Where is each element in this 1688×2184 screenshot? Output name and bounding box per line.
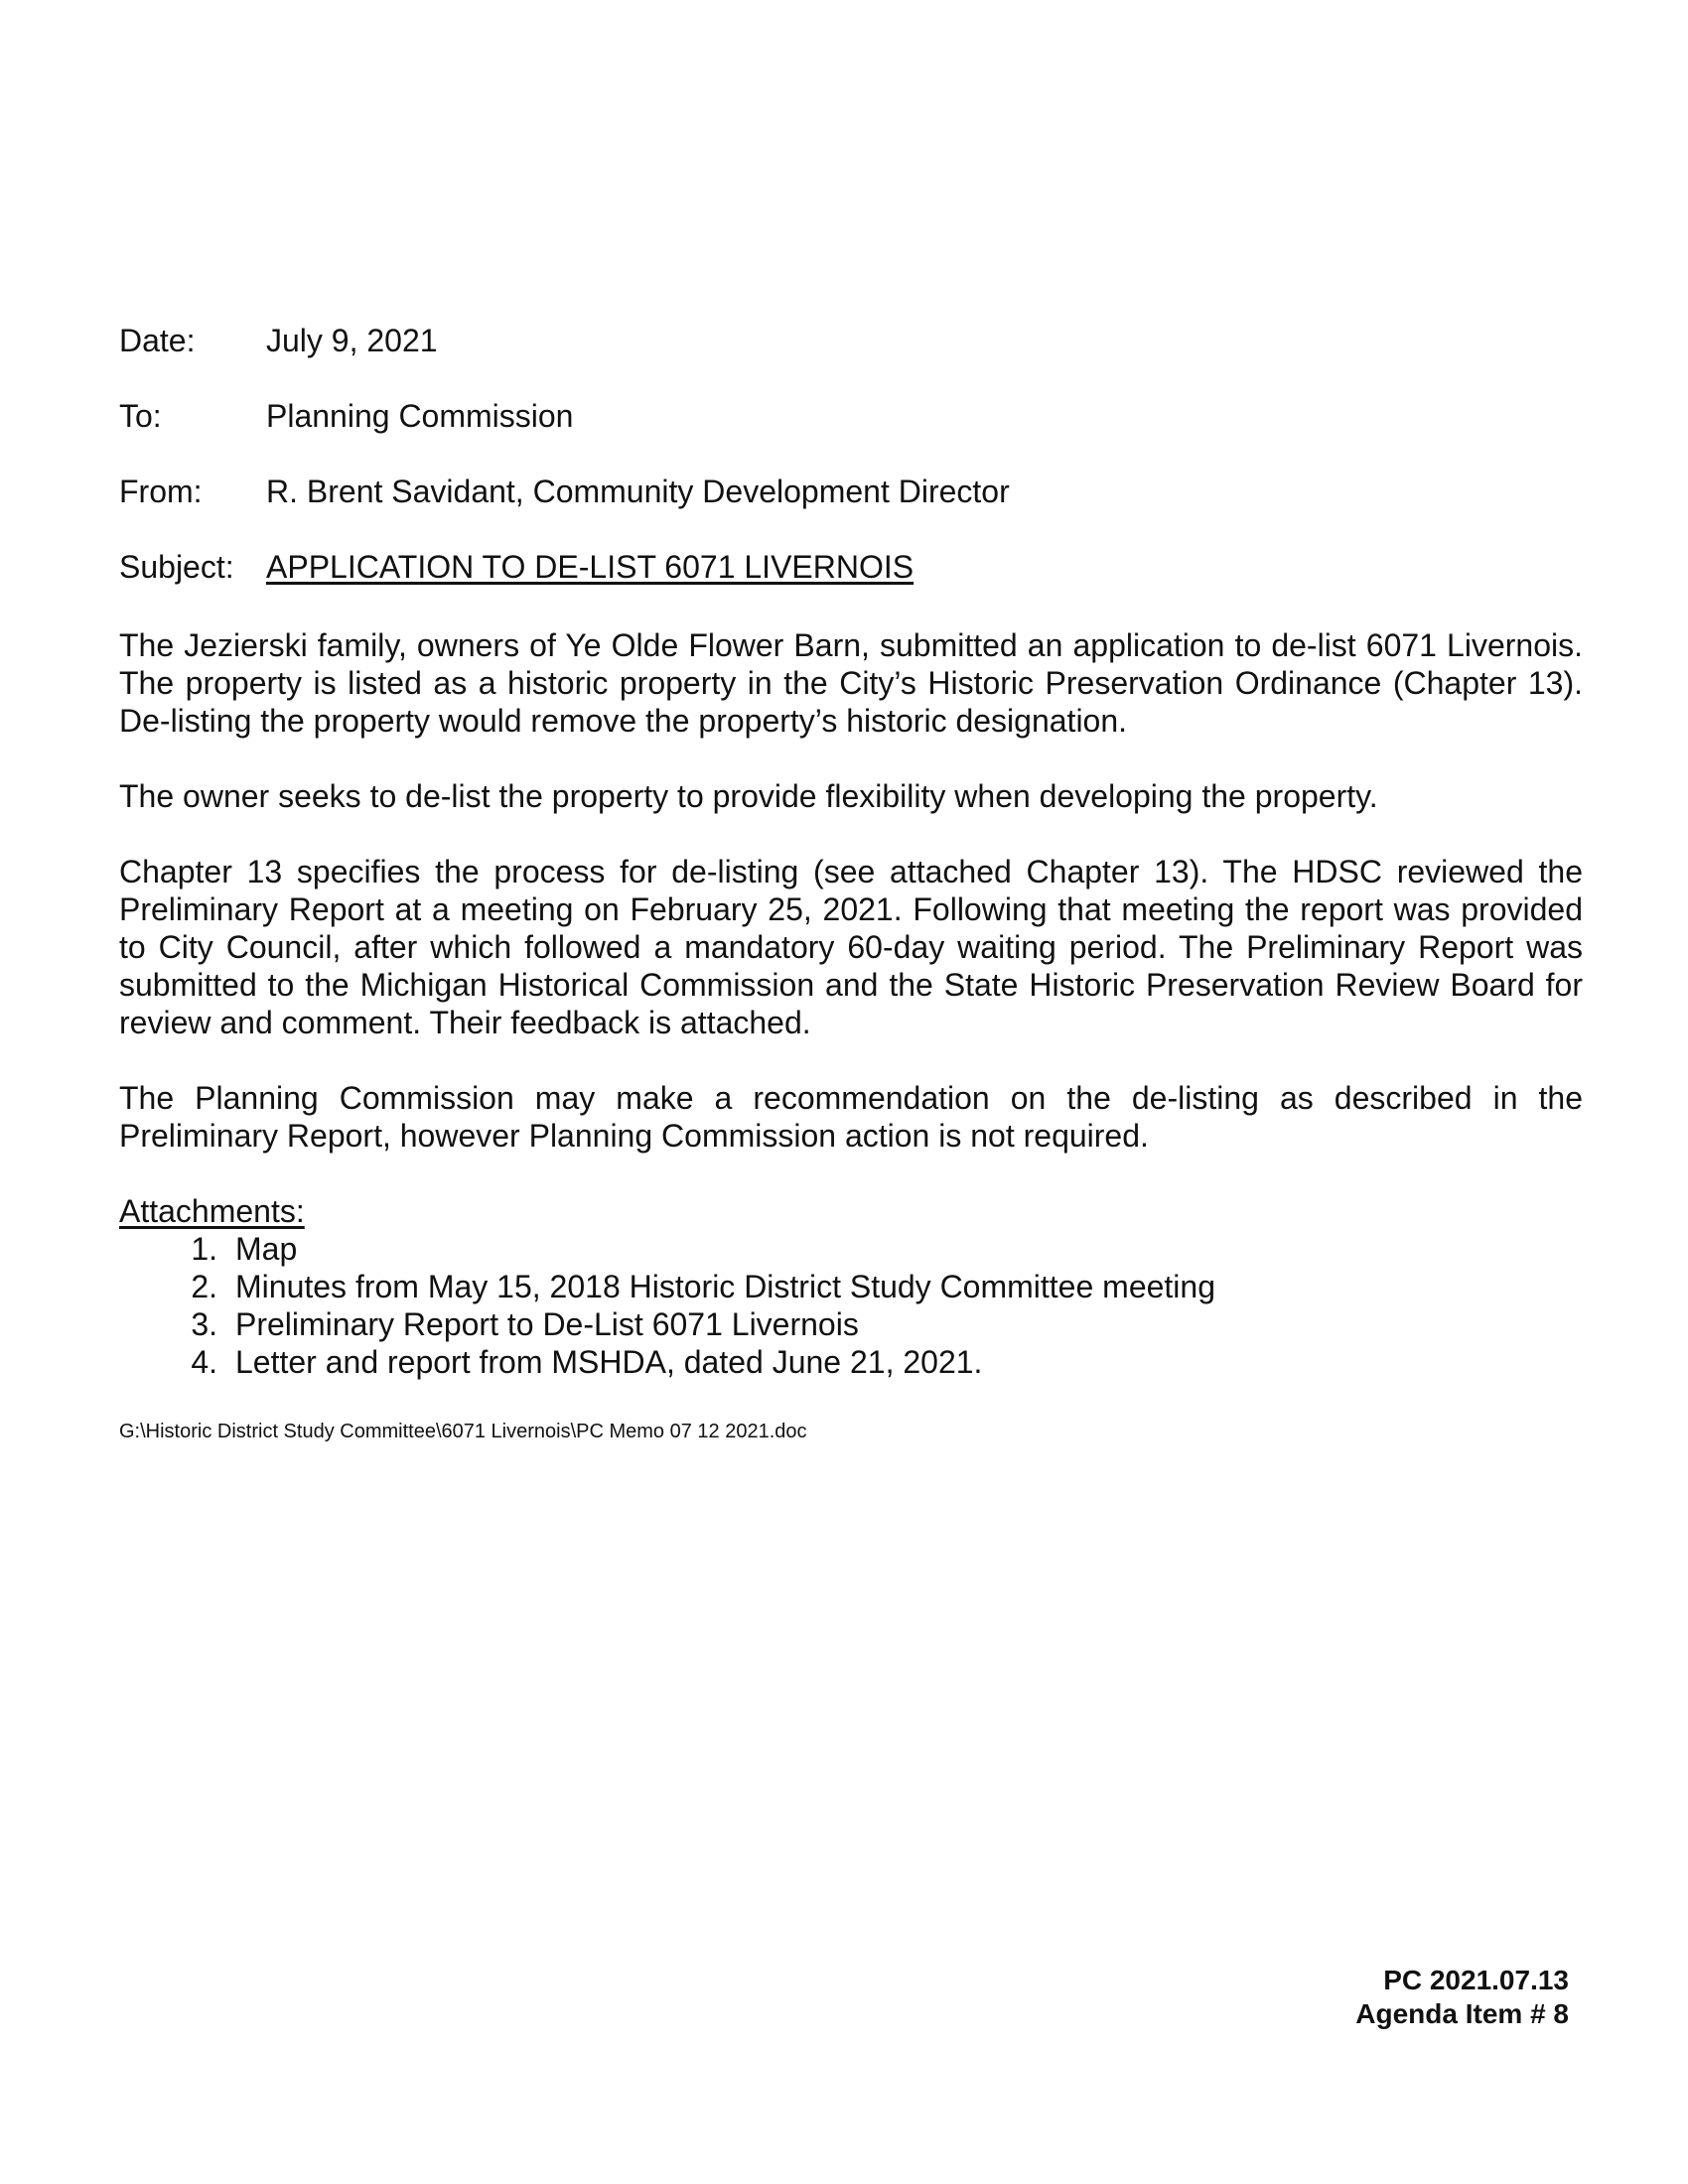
to-row bbox=[119, 396, 1569, 436]
from-value: R. Brent Savidant, Community Development Director bbox=[266, 474, 1010, 509]
attachment-text: Preliminary Report to De-List 6071 Livernois bbox=[235, 1306, 859, 1342]
attachments-heading: Attachments: bbox=[119, 1193, 305, 1229]
attachment-item bbox=[119, 1268, 1569, 1305]
subject-label: Subject: bbox=[119, 549, 234, 585]
from-label: From: bbox=[119, 474, 203, 509]
date-label: Date: bbox=[119, 323, 196, 358]
body-paragraph-3: Chapter 13 specifies the process for de-listing (see attached Chapter 13). The HDSC reviewed the Preliminary Report at a meeting on February 25, 2021. Following that meeting the report was provided to City Council, after which followed a mandatory 60-day waiting period. The Preliminary Report was submitted to the Michigan Historical Commission and the State Historic Preservation Review Board for review and comment. Their feedback is attached. bbox=[119, 854, 1583, 1040]
from-row bbox=[119, 472, 1569, 511]
attachment-number: 3. bbox=[191, 1306, 217, 1342]
to-label: To: bbox=[119, 398, 162, 434]
attachments-list bbox=[119, 1230, 1569, 1381]
attachment-text: Minutes from May 15, 2018 Historic District Study Committee meeting bbox=[235, 1269, 1215, 1304]
agenda-block bbox=[1355, 1964, 1569, 2031]
body-paragraph-4: The Planning Commission may make a recommendation on the de-listing as described in the Preliminary Report, however Planning Commission action is not required. bbox=[119, 1080, 1583, 1154]
attachments-section bbox=[119, 1192, 1569, 1381]
attachment-item bbox=[119, 1305, 1569, 1343]
date-row bbox=[119, 321, 1569, 360]
date-value: July 9, 2021 bbox=[266, 323, 438, 358]
attachment-item bbox=[119, 1343, 1569, 1381]
attachment-number: 4. bbox=[191, 1344, 217, 1380]
attachment-item bbox=[119, 1230, 1569, 1268]
attachment-number: 2. bbox=[191, 1269, 217, 1304]
memo-header bbox=[119, 321, 1569, 622]
attachment-text: Map bbox=[235, 1231, 298, 1267]
agenda-item: Agenda Item # 8 bbox=[1355, 1998, 1569, 2029]
attachment-text: Letter and report from MSHDA, dated June 21, 2021. bbox=[235, 1344, 983, 1380]
meeting-code: PC 2021.07.13 bbox=[1383, 1965, 1569, 1995]
subject-row bbox=[119, 547, 1569, 587]
body-paragraph-1: The Jezierski family, owners of Ye Olde Flower Barn, submitted an application to de-list 6071 Livernois. The property is listed as a historic property in the City’s Historic Preservation Ordinance (Chapter 13). De-listing the property would remove the property’s historic designation. bbox=[119, 627, 1583, 739]
attachment-number: 1. bbox=[191, 1231, 217, 1267]
to-value: Planning Commission bbox=[266, 398, 574, 434]
subject-value: APPLICATION TO DE-LIST 6071 LIVERNOIS bbox=[266, 549, 914, 585]
file-path: G:\Historic District Study Committee\6071 Livernois\PC Memo 07 12 2021.doc bbox=[119, 1421, 807, 1442]
body-paragraph-2: The owner seeks to de-list the property to provide flexibility when developing the property. bbox=[119, 778, 1378, 814]
